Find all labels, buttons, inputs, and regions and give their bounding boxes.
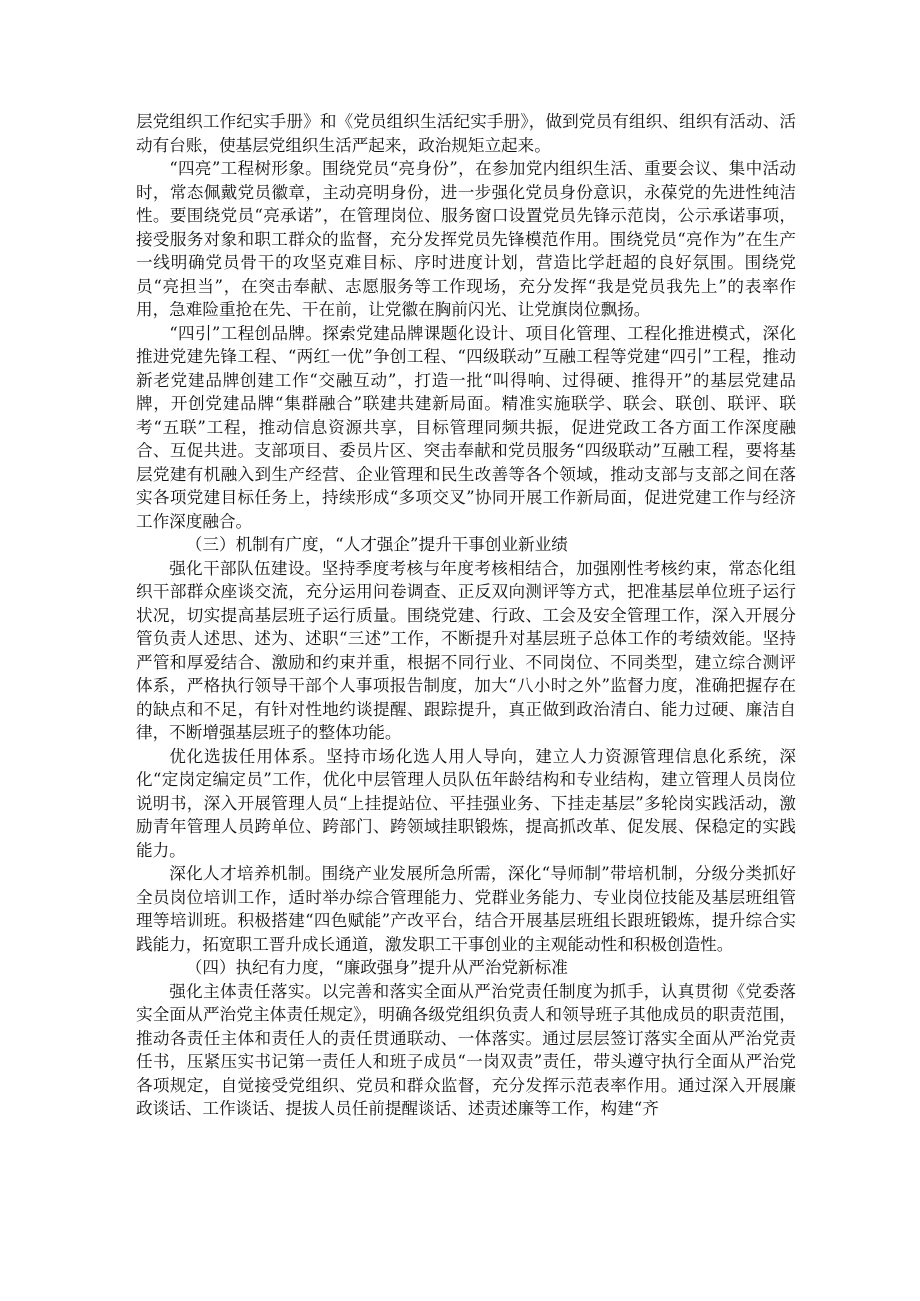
paragraph-cadre-team: 强化干部队伍建设。坚持季度考核与年度考核相结合，加强刚性考核约束，常态化组织干部群众座谈交流，充分运用问卷调查、正反双向测评等方式，把准基层单位班子运行状况，切实提高基层班子运行质量。围绕党建、行政、工会及安全管理工作，深入开展分管负责人述思、述为、述职“三述”工作，不断提升对基层班子总体工作的考绩效能。坚持严管和厚爱结合、激励和约束并重，根据不同行业、不同岗位、不同类型，建立综合测评体系，严格执行领导干部个人事项报告制度，加大“八小时之外”监督力度，准确把握存在的缺点和不足，有针对性地约谈提醒、跟踪提升，真正做到政治清白、能力过硬、廉洁自律，不断增强基层班子的整体功能。 — [136, 558, 796, 742]
paragraph-si-yin: “四引”工程创品牌。探索党建品牌课题化设计、项目化管理、工程化推进模式，深化推进党建先锋工程、“两红一优”争创工程、“四级联动”互融工程等党建“四引”工程，推动新老党建品牌创建工作“交融互动”，打造一批“叫得响、过得硬、推得开”的基层党建品牌，开创党建品牌“集群融合”联建共建新局面。精准实施联学、联会、联创、联评、联考“五联”工程，推动信息资源共享，目标管理同频共振，促进党政工各方面工作深度融合、互促共进。支部项目、委员片区、突击奉献和党员服务“四级联动”互融工程，要将基层党建有机融入到生产经营、企业管理和民生改善等各个领域，推动支部与支部之间在落实各项党建目标任务上，持续形成“多项交叉”协同开展工作新局面，促进党建工作与经济工作深度融合。 — [136, 323, 796, 531]
section-heading-3: （三）机制有广度，“人才强企”提升干事创业新业绩 — [185, 535, 568, 554]
paragraph-selection-system: 优化选拔任用体系。坚持市场化选人用人导向，建立人力资源管理信息化系统，深化“定岗定编定员”工作，优化中层管理人员队伍年龄结构和专业结构，建立管理人员岗位说明书，深入开展管理人员“上挂提站位、平挂强业务、下挂走基层”多轮岗实践活动，激励青年管理人员跨单位、跨部门、跨领域挂职锻炼，提高抓改革、促发展、保稳定的实践能力。 — [136, 746, 796, 860]
document-body — [136, 110, 796, 1121]
paragraph-responsibility: 强化主体责任落实。以完善和落实全面从严治党责任制度为抓手，认真贯彻《党委落实全面从严治党主体责任规定》，明确各级党组织负责人和领导班子其他成员的职责范围，推动各责任主体和责任人的责任贯通联动、一体落实。通过层层签订落实全面从严治党责任书，压紧压实书记第一责任人和班子成员“一岗双责”责任，带头遵守执行全面从严治党各项规定，自觉接受党组织、党员和群众监督，充分发挥示范表率作用。通过深入开展廉政谈话、工作谈话、提拔人员任前提醒谈话、述责述廉等工作，构建“齐 — [136, 981, 796, 1118]
section-heading-4: （四）执纪有力度，“廉政强身”提升从严治党新标准 — [185, 958, 568, 977]
paragraph-continuation: 层党组织工作纪实手册》和《党员组织生活纪实手册》，做到党员有组织、组织有活动、活动有台账，使基层党组织生活严起来，政治规矩立起来。 — [136, 112, 796, 155]
paragraph-si-liang: “四亮”工程树形象。围绕党员“亮身份”，在参加党内组织生活、重要会议、集中活动时，常态佩戴党员徽章，主动亮明身份，进一步强化党员身份意识，永葆党的先进性纯洁性。要围绕党员“亮承诺”，在管理岗位、服务窗口设置党员先锋示范岗，公示承诺事项，接受服务对象和职工群众的监督，充分发挥党员先锋模范作用。围绕党员“亮作为”在生产一线明确党员骨干的攻坚克难目标、序时进度计划，营造比学赶超的良好氛围。围绕党员“亮担当”，在突击奉献、志愿服务等工作现场，充分发挥“我是党员我先上”的表率作用，急难险重抢在先、干在前，让党徽在胸前闪光、让党旗岗位飘扬。 — [136, 159, 796, 319]
paragraph-talent-training: 深化人才培养机制。围绕产业发展所急所需，深化“导师制”带培机制，分级分类抓好全员岗位培训工作，适时举办综合管理能力、党群业务能力、专业岗位技能及基层班组管理等培训班。积极搭建“四色赋能”产改平台，结合开展基层班组长跟班锻炼，提升综合实践能力，拓宽职工晋升成长通道，激发职工干事创业的主观能动性和积极创造性。 — [136, 864, 796, 954]
